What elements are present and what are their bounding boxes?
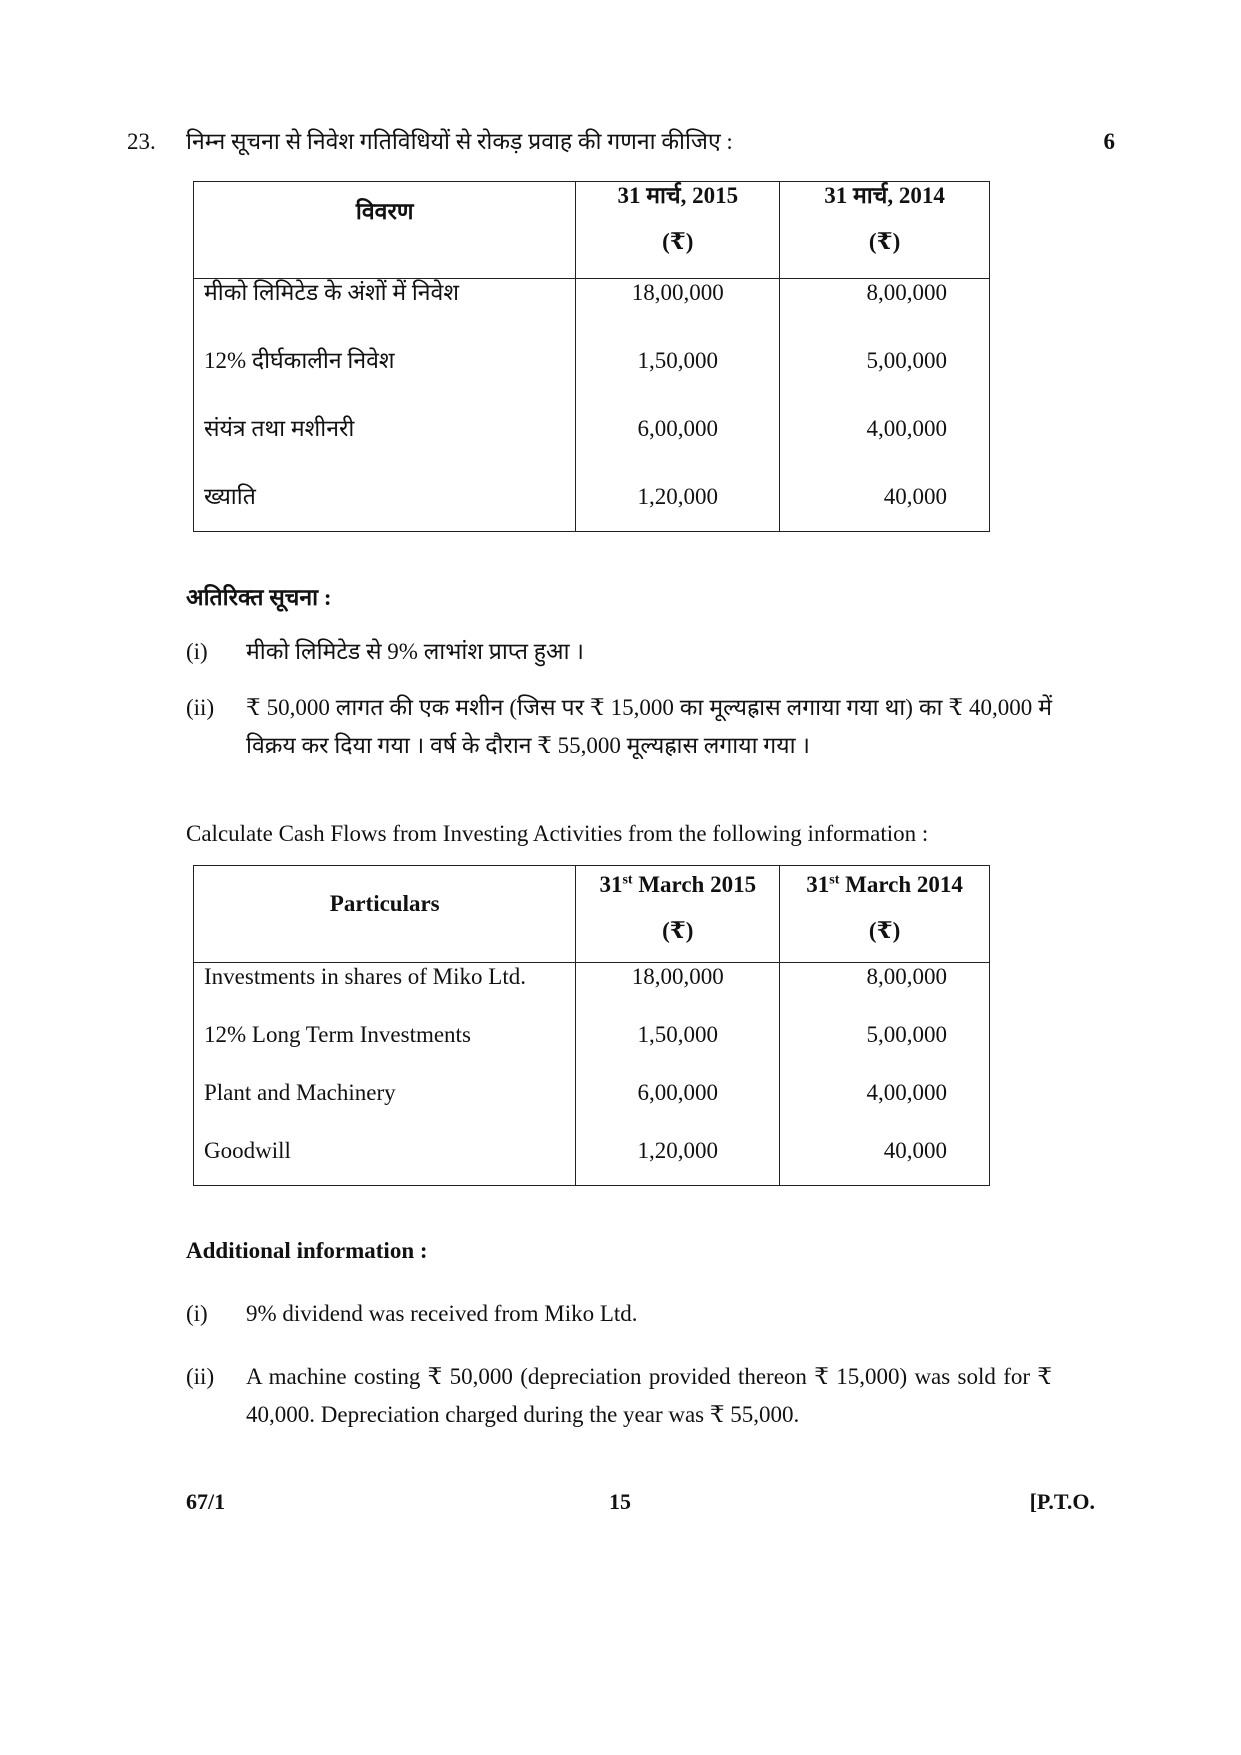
please-turn-over: [P.T.O. [1029, 1489, 1095, 1514]
header-2015-label: 31 मार्च, 2015 [617, 183, 739, 208]
question-prompt-english: Calculate Cash Flows from Investing Activities from the following information : [186, 821, 929, 846]
table-cell-2014: 40,000 [883, 484, 947, 509]
particulars-column [194, 963, 576, 1186]
header-particulars: विवरण [194, 182, 576, 279]
table-cell-2015: 6,00,000 [637, 416, 719, 441]
table-cell-2015: 18,00,000 [631, 280, 724, 305]
currency-symbol: (₹) [662, 917, 694, 943]
table-cell-2014: 8,00,000 [866, 280, 947, 305]
table-cell-2014: 4,00,000 [866, 416, 947, 441]
item-text: ₹ 50,000 लागत की एक मशीन (जिस पर ₹ 15,000 का मूल्यह्रास लगाया गया था) का ₹ 40,000 में विक्रय कर दिया गया । वर्ष के दौरान ₹ 55,000 मूल्यह्रास लगाया गया । [246, 695, 1052, 758]
header-2014-label: 31st March 2014 [806, 871, 963, 897]
table-row-label: मीको लिमिटेड के अंशों में निवेश [204, 280, 459, 305]
item-number: (i) [186, 639, 208, 664]
header-2014 [780, 182, 990, 279]
item-number: (ii) [186, 1364, 215, 1389]
header-2015 [576, 866, 780, 963]
currency-symbol: (₹) [868, 229, 901, 254]
table-header-row [194, 182, 990, 279]
table-cell-2015: 1,50,000 [637, 348, 719, 373]
table-cell-2014: 4,00,000 [866, 1080, 947, 1105]
item-text: 9% dividend was received from Miko Ltd. [246, 1301, 638, 1326]
table-row-label: 12% Long Term Investments [204, 1022, 471, 1047]
header-2015 [576, 182, 780, 279]
table-cell-2015: 6,00,000 [637, 1080, 719, 1105]
header-2014 [780, 866, 990, 963]
header-2015-label: 31st March 2015 [599, 871, 757, 897]
table-row-label: Goodwill [204, 1138, 291, 1163]
item-number: (ii) [186, 695, 215, 720]
additional-info-heading-english: Additional information : [186, 1238, 428, 1263]
table-cell-2015: 18,00,000 [631, 964, 724, 989]
particulars-column [194, 279, 576, 532]
paper-code: 67/1 [186, 1489, 226, 1514]
item-text: मीको लिमिटेड से 9% लाभांश प्राप्त हुआ । [246, 639, 584, 664]
additional-info-heading-hindi: अतिरिक्त सूचना : [186, 585, 332, 610]
table-cell-2014: 8,00,000 [866, 964, 947, 989]
values-2014-column [780, 279, 990, 532]
english-investment-table [193, 865, 990, 1186]
header-particulars: Particulars [194, 866, 576, 963]
table-cell-2014: 5,00,000 [866, 348, 947, 373]
table-row-label: Investments in shares of Miko Ltd. [204, 964, 526, 989]
table-cell-2015: 1,20,000 [637, 484, 719, 509]
table-row-label: ख्याति [204, 484, 256, 509]
currency-symbol: (₹) [662, 229, 694, 254]
table-row-label: संयंत्र तथा मशीनरी [204, 416, 355, 441]
question-marks: 6 [1103, 129, 1115, 154]
values-2015-column [576, 279, 780, 532]
question-number: 23. [127, 129, 156, 154]
page-number: 15 [609, 1489, 631, 1514]
header-2014-label: 31 मार्च, 2014 [824, 183, 945, 208]
item-number: (i) [186, 1301, 208, 1326]
table-cell-2015: 1,20,000 [637, 1138, 719, 1163]
values-2014-column [780, 963, 990, 1186]
item-text: A machine costing ₹ 50,000 (depreciation provided thereon ₹ 15,000) was sold for ₹ 40,000. Depreciation charged during the year was ₹ 55,000. [246, 1364, 1052, 1427]
table-body-row [194, 963, 990, 1186]
question-prompt-hindi: निम्न सूचना से निवेश गतिविधियों से रोकड़ प्रवाह की गणना कीजिए : [186, 129, 733, 154]
values-2015-column [576, 963, 780, 1186]
table-header-row [194, 866, 990, 963]
table-cell-2015: 1,50,000 [637, 1022, 719, 1047]
table-body-row [194, 279, 990, 532]
hindi-investment-table [193, 181, 990, 532]
table-cell-2014: 5,00,000 [866, 1022, 947, 1047]
table-row-label: Plant and Machinery [204, 1080, 396, 1105]
currency-symbol: (₹) [868, 917, 901, 943]
table-cell-2014: 40,000 [883, 1138, 947, 1163]
table-row-label: 12% दीर्घकालीन निवेश [204, 348, 395, 373]
